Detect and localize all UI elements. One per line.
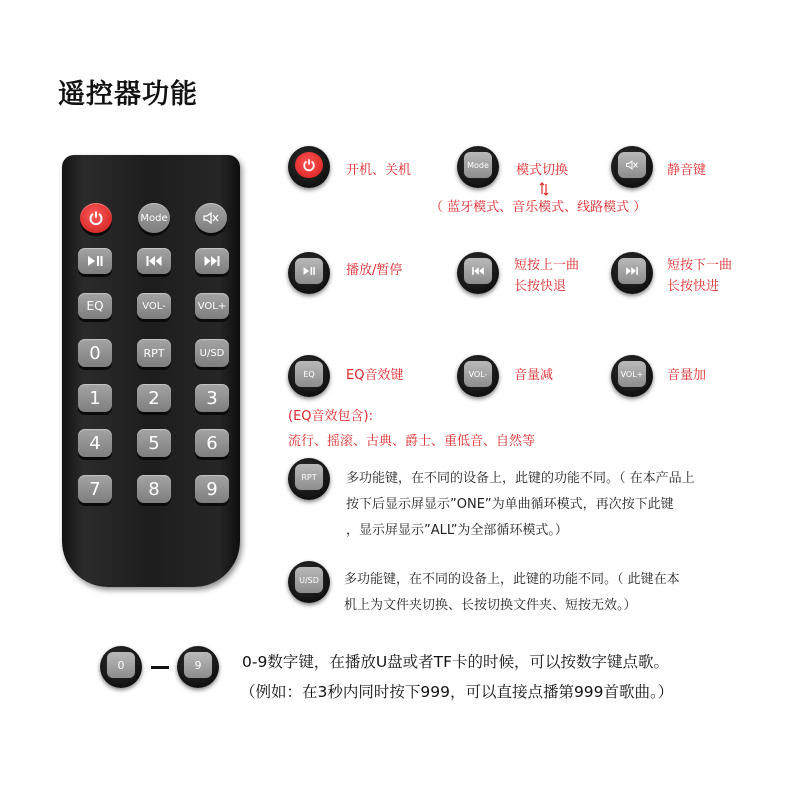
legend-vol-minus-button <box>457 355 499 397</box>
remote-control <box>62 155 240 587</box>
legend-prev-label-1: 短按上一曲 <box>514 258 580 273</box>
legend-next-label-1: 短按下一曲 <box>667 258 733 273</box>
rpt-desc-line-3: ，显示屏显示”ALL”为全部循环模式。） <box>346 523 568 538</box>
legend-vol-plus-button <box>611 355 653 397</box>
legend-mode-label: 模式切换 <box>516 163 569 178</box>
play-pause-button[interactable] <box>78 248 112 274</box>
digit-2-button[interactable]: 2 <box>137 384 171 412</box>
legend-mute-button <box>611 146 653 188</box>
legend-next-button <box>611 252 653 294</box>
digits-desc-line-1: 0-9数字键，在播放U盘或者TF卡的时候，可以按数字键点歌。 <box>242 653 670 671</box>
legend-prev-button <box>457 252 499 294</box>
digit-9-button[interactable]: 9 <box>195 475 229 503</box>
digit-4-button[interactable]: 4 <box>78 429 112 457</box>
legend-mode-text: Mode <box>464 152 492 178</box>
play-pause-icon <box>86 255 104 267</box>
legend-mute-label: 静音键 <box>667 163 707 178</box>
legend-mode-sub: （ 蓝牙模式、音乐模式、线路模式 ） <box>430 200 647 215</box>
prev-icon <box>471 266 485 276</box>
digit-0-button[interactable]: 0 <box>78 339 112 367</box>
legend-play-label: 播放/暂停 <box>346 263 403 278</box>
legend-power-button <box>288 146 330 188</box>
digit-3-button[interactable]: 3 <box>195 384 229 412</box>
legend-vol-plus-text: VOL+ <box>618 361 646 387</box>
legend-usd-button <box>288 561 330 603</box>
legend-eq-label: EQ音效键 <box>346 368 404 383</box>
switch-arrows-icon <box>539 181 549 197</box>
usd-desc-line-2: 机上为文件夹切换、长按切换文件夹、短按无效。） <box>344 598 637 613</box>
legend-vol-minus-label: 音量减 <box>514 368 554 383</box>
legend-digit-0-text: 0 <box>107 652 135 678</box>
eq-note-heading: (EQ音效包含): <box>288 409 373 424</box>
legend-next-label-2: 长按快进 <box>667 279 720 294</box>
usd-desc-line-1: 多功能键，在不同的设备上，此键的功能不同。（ 此键在本 <box>344 572 680 587</box>
eq-note-list: 流行、摇滚、古典、爵士、重低音、自然等 <box>288 434 536 449</box>
digit-8-button[interactable]: 8 <box>137 475 171 503</box>
rpt-desc-line-2: 按下后显示屏显示”ONE”为单曲循环模式，再次按下此键 <box>346 497 674 512</box>
legend-vol-plus-label: 音量加 <box>667 368 707 383</box>
digit-6-button[interactable]: 6 <box>195 429 229 457</box>
legend-eq-text: EQ <box>295 361 323 387</box>
legend-prev-label-2: 长按快退 <box>514 279 567 294</box>
next-button[interactable] <box>195 248 229 274</box>
page-title: 遥控器功能 <box>58 79 198 110</box>
prev-button[interactable] <box>137 248 171 274</box>
digit-5-button[interactable]: 5 <box>137 429 171 457</box>
legend-eq-button <box>288 355 330 397</box>
eq-button[interactable]: EQ <box>78 293 112 319</box>
digits-desc-line-2: （例如：在3秒内同时按下999，可以直接点播第999首歌曲。） <box>240 683 674 701</box>
legend-digit-9-button <box>177 646 219 688</box>
power-icon <box>302 158 316 172</box>
legend-play-button <box>288 252 330 294</box>
power-button[interactable] <box>80 203 112 233</box>
rpt-button[interactable]: RPT <box>137 339 171 367</box>
mode-button[interactable]: Mode <box>138 203 170 233</box>
legend-vol-minus-text: VOL- <box>464 361 492 387</box>
legend-power-label: 开机、关机 <box>346 163 412 178</box>
legend-rpt-button <box>288 458 330 500</box>
legend-digit-9-text: 9 <box>184 652 212 678</box>
vol-minus-button[interactable]: VOL- <box>137 293 171 319</box>
mute-button[interactable] <box>195 203 227 233</box>
legend-digit-0-button <box>100 646 142 688</box>
rpt-desc-line-1: 多功能键，在不同的设备上，此键的功能不同。（ 在本产品上 <box>346 471 695 486</box>
legend-usd-text: U/SD <box>295 567 323 593</box>
power-icon <box>88 210 104 226</box>
mute-icon <box>202 211 220 225</box>
play-pause-icon <box>302 266 316 276</box>
usd-button[interactable]: U/SD <box>195 339 229 367</box>
next-icon <box>203 255 221 267</box>
digit-7-button[interactable]: 7 <box>78 475 112 503</box>
vol-plus-button[interactable]: VOL+ <box>195 293 229 319</box>
range-dash <box>151 666 169 669</box>
prev-icon <box>145 255 163 267</box>
legend-mode-button <box>457 146 499 188</box>
next-icon <box>625 266 639 276</box>
mute-icon <box>625 159 639 171</box>
legend-rpt-text: RPT <box>295 464 323 490</box>
digit-1-button[interactable]: 1 <box>78 384 112 412</box>
